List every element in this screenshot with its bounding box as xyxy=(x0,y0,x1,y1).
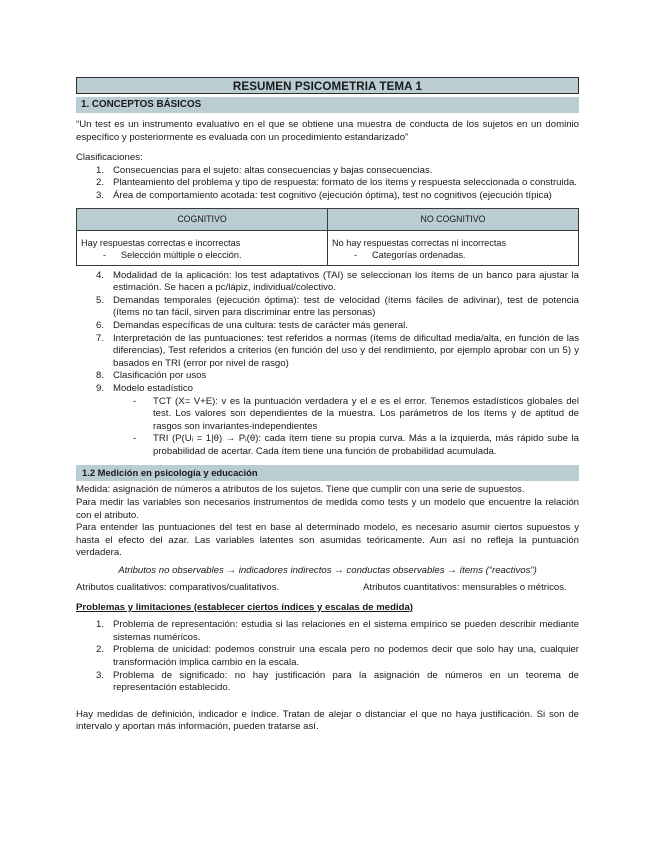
classification-list-a xyxy=(76,165,579,203)
section-heading-medicion: 1.2 Medición en psicología y educación xyxy=(76,465,579,481)
attribute-types xyxy=(76,582,579,595)
section-heading-conceptos: 1. CONCEPTOS BÁSICOS xyxy=(76,97,579,113)
list-item: 8. Clasificación por usos xyxy=(96,370,207,382)
model-item-tct: - TCT (X= V+E): v es la puntuación verdadera y el e es el error. Tenemos estadísticos globales del test. Los valores son dependientes de la muestra. Los parámetros de los ítems y de aptitud de rasgos son invariantes-independientes xyxy=(133,395,579,432)
closing-paragraph: Hay medidas de definición, indicador e índice. Tratan de alejar o distanciar el que no haya justificación. Si son de intervalo y aportan más información, pueden tratarse así. xyxy=(76,708,579,733)
list-item: 1. Problema de representación: estudia si las relaciones en el sistema empírico se pueden describir mediante sistemas numéricos. xyxy=(96,619,579,643)
attr-quantitative: Atributos cuantitativos: mensurables o métricos. xyxy=(363,581,567,593)
model-item-tri: - TRI (P(Uᵢ = 1|θ) → Pᵢ(θ): cada ítem tiene su propia curva. Más a la izquierda, más rápido sube la probabilidad de acertar. Cada ítem tiene una función de probabilidad acumulada. xyxy=(133,433,579,457)
list-item: 3. Área de comportamiento acotada: test cognitivo (ejecución óptima), test no cognitivos (ejecución típica) xyxy=(96,189,552,201)
cognitive-comparison-table xyxy=(76,208,579,266)
measure-paragraph-3: Para entender las puntuaciones del test en base al determinado modelo, es necesario asumir ciertos supuestos y hasta el efecto del azar. Las variables latentes son asumidas teóricamente. Aun así no refleja la puntuación verdadera. xyxy=(76,522,579,559)
problems-list xyxy=(76,619,579,695)
list-item: 9. Modelo estadístico xyxy=(96,382,193,394)
classifications-label: Clasificaciones: xyxy=(76,152,143,164)
list-item: 2. Problema de unicidad: podemos construir una escala pero no podemos decir que solo hay una, cualquier transformación implica cambio en la escala. xyxy=(96,644,579,668)
list-item: 4. Modalidad de la aplicación: los test adaptativos (TAI) se seleccionan los ítems de un banco para ajustar la estimación. Se hacen a pc/lápiz, individual/colectivo. xyxy=(96,269,579,294)
list-item: 1. Consecuencias para el sujeto: altas consecuencias y bajas consecuencias. xyxy=(96,164,433,176)
table-cell-cognitivo: Hay respuestas correctas e incorrectas - Selección múltiple o elección. xyxy=(77,230,328,265)
table-header-no-cognitivo: NO COGNITIVO xyxy=(328,208,579,230)
list-item: 3. Problema de significado: no hay justificación para la asignación de números en un teorema de representación establecido. xyxy=(96,669,579,694)
list-item: 6. Demandas específicas de una cultura: tests de carácter más general. xyxy=(96,319,408,331)
test-definition: “Un test es un instrumento evaluativo en el que se obtiene una muestra de conducta de los sujetos en un dominio específico y posteriormente es evaluada con un procedimiento estandarizado” xyxy=(76,119,579,143)
list-item: 7. Interpretación de las puntuaciones: test referidos a normas (ítems de dificultad media/alta, en función de las diferencias), Test referidos a criterios (en función del uso y del rendimiento, por ejemplo aprobar con un 5) y basados en TRI (error por nivel de rasgo) xyxy=(96,332,579,369)
measure-definition: Medida: asignación de números a atributos de los sujetos. Tiene que cumplir con una serie de supuestos. xyxy=(76,484,525,496)
document-page xyxy=(76,77,579,734)
list-item: 2. Planteamiento del problema y tipo de respuesta: formato de los ítems y respuesta seleccionada o construida. xyxy=(96,177,577,189)
table-cell-no-cognitivo: No hay respuestas correctas ni incorrectas - Categorías ordenadas. xyxy=(328,230,579,265)
list-item: 5. Demandas temporales (ejecución óptima): test de velocidad (ítems fáciles de adivinar), test de potencia (ítems no tan fácil, sirven para discriminar entre las personas) xyxy=(96,294,579,319)
measure-paragraph-2: Para medir las variables son necesarios instrumentos de medida como tests y un modelo que encuentre la relación con el atributo. xyxy=(76,497,579,521)
attribute-chain: Atributos no observables → indicadores indirectos → conductas observables → ítems (“reactivos”) xyxy=(118,565,537,577)
classification-list-b xyxy=(76,270,579,396)
table-header-cognitivo: COGNITIVO xyxy=(77,208,328,230)
attr-qualitative: Atributos cualitativos: comparativos/cualitativos. xyxy=(76,581,280,593)
problems-heading: Problemas y limitaciones (establecer ciertos índices y escalas de medida) xyxy=(76,601,414,613)
document-title: RESUMEN PSICOMETRIA TEMA 1 xyxy=(76,77,579,94)
